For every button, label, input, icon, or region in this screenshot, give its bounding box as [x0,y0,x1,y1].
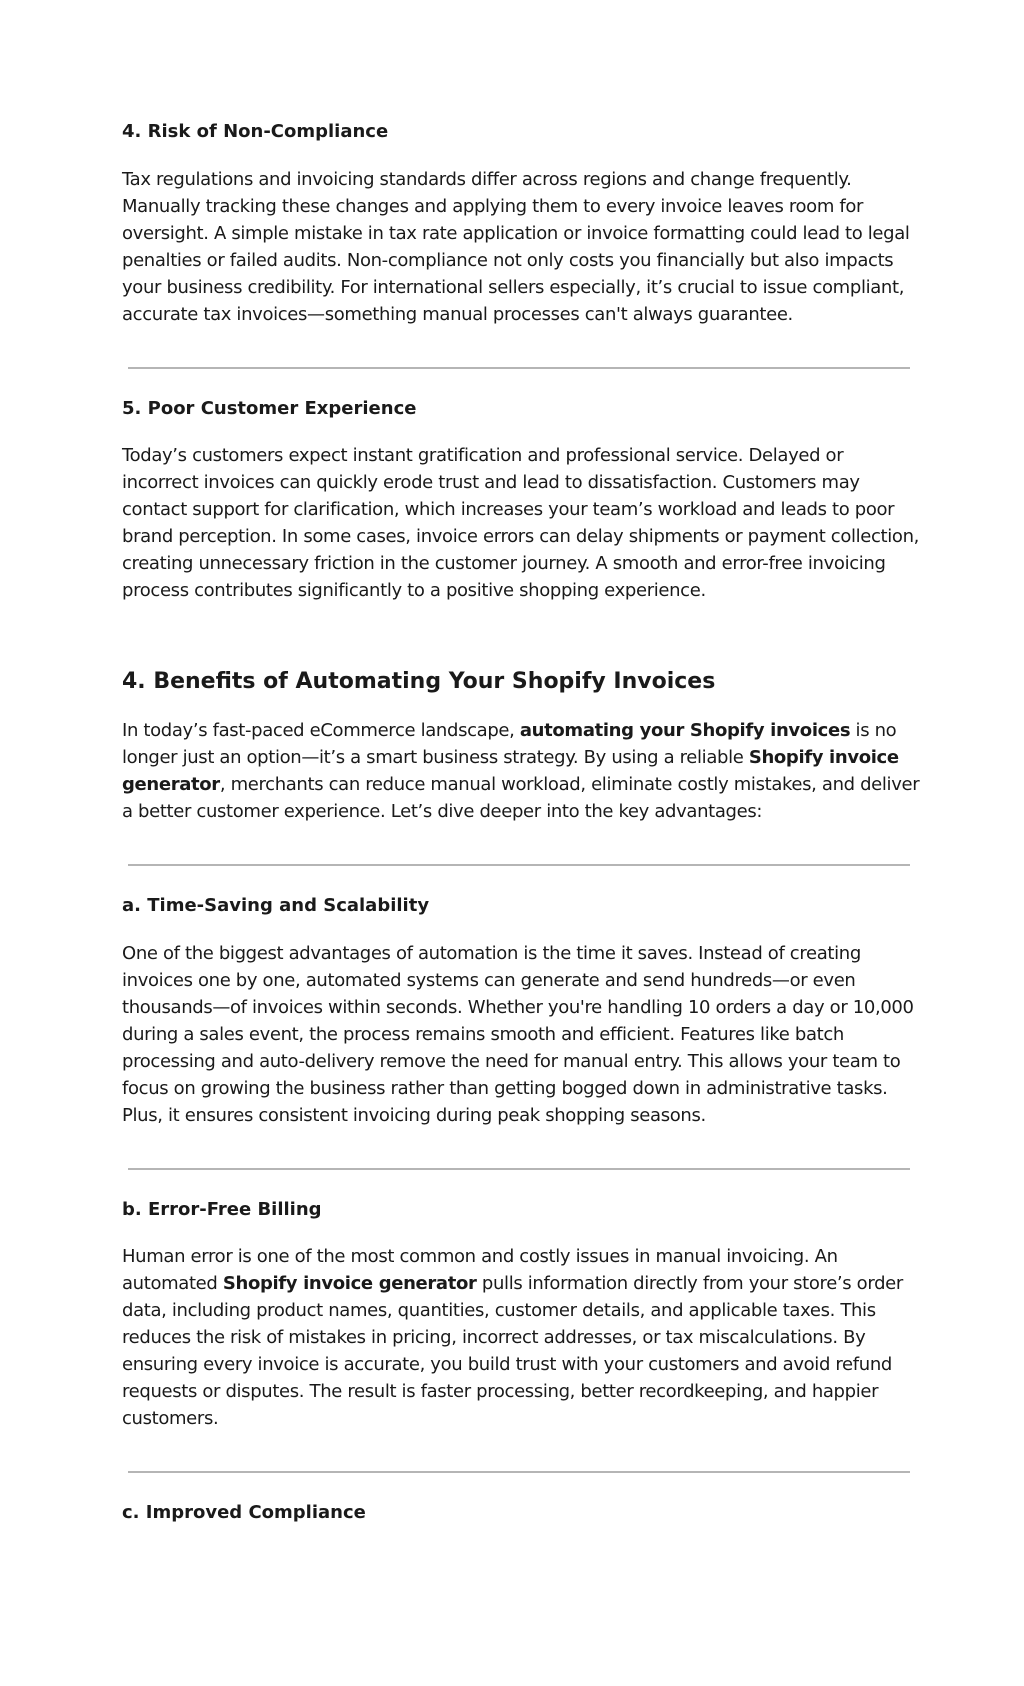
paragraph-error-free-billing: Human error is one of the most common and costly issues in manual invoicing. An automated Shopify invoice generator pulls information directly from your store’s order data, including product names, quantities, customer details, and applicable taxes. This reduces the risk of mistakes in pricing, incorrect addresses, or tax miscalculations. By ensuring every invoice is accurate, you build trust with your customers and avoid refund requests or disputes. The result is faster processing, better recordkeeping, and happier customers. [122,1246,903,1429]
section-heading-improved-compliance: c. Improved Compliance [122,1502,366,1523]
bold-phrase: Shopify invoice generator [122,747,899,795]
section-heading-error-free-billing: b. Error-Free Billing [122,1199,322,1220]
section-title-benefits: 4. Benefits of Automating Your Shopify Invoices [122,669,716,694]
article-content [122,118,922,1527]
paragraph-poor-customer-experience: Today’s customers expect instant gratification and professional service. Delayed or incorrect invoices can quickly erode trust and lead to dissatisfaction. Customers may contact support for clarification, which increases your team’s workload and leads to poor brand perception. In some cases, invoice errors can delay shipments or payment collection, creating unnecessary friction in the customer journey. A smooth and error-free invoicing process contributes significantly to a positive shopping experience. [122,445,920,601]
bold-phrase: automating your Shopify invoices [519,720,851,741]
section-heading-time-saving: a. Time-Saving and Scalability [122,895,430,916]
bold-phrase: Shopify invoice generator [222,1273,477,1294]
section-heading-poor-customer-experience: 5. Poor Customer Experience [122,398,417,419]
paragraph-risk-non-compliance: Tax regulations and invoicing standards differ across regions and change frequently. Manually tracking these changes and applying them to every invoice leaves room for oversight. A simple mistake in tax rate application or invoice formatting could lead to legal penalties or failed audits. Non-compliance not only costs you financially but also impacts your business credibility. For international sellers especially, it’s crucial to issue compliant, accurate tax invoices—something manual processes can't always guarantee. [122,169,910,325]
section-heading-risk-non-compliance: 4. Risk of Non-Compliance [122,121,389,142]
paragraph-time-saving: One of the biggest advantages of automation is the time it saves. Instead of creating invoices one by one, automated systems can generate and send hundreds—or even thousands—of invoices within seconds. Whether you're handling 10 orders a day or 10,000 during a sales event, the process remains smooth and efficient. Features like batch processing and auto-delivery remove the need for manual entry. This allows your team to focus on growing the business rather than getting bogged down in administrative tasks. Plus, it ensures consistent invoicing during peak shopping seasons. [122,943,914,1126]
paragraph-benefits-intro: In today’s fast-paced eCommerce landscape, automating your Shopify invoices is no longer just an option—it’s a smart business strategy. By using a reliable Shopify invoice generator, merchants can reduce manual workload, eliminate costly mistakes, and deliver a better customer experience. Let’s dive deeper into the key advantages: [122,720,920,822]
